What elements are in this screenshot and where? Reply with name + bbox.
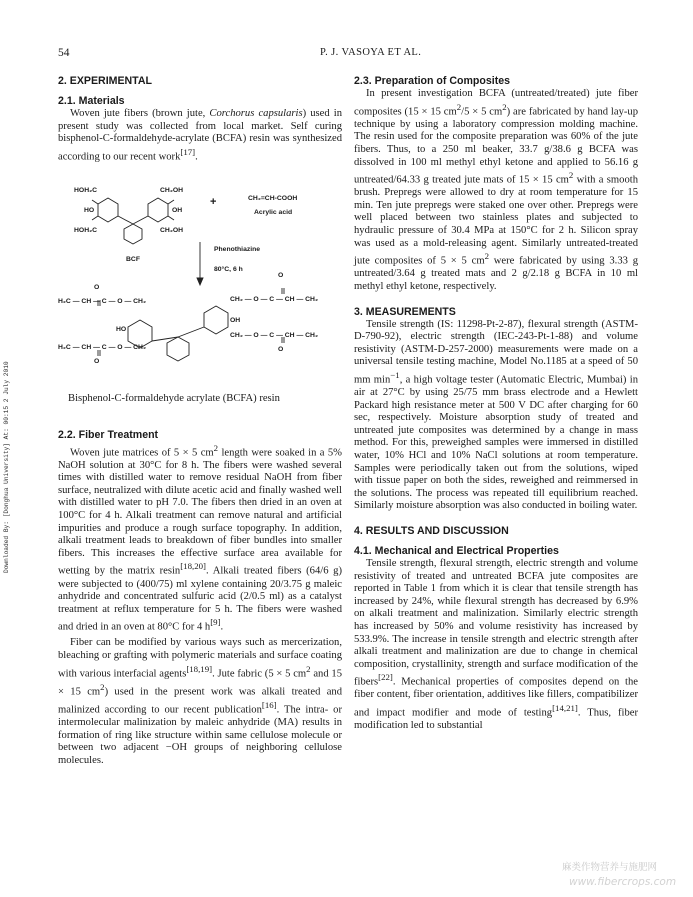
citation: [18,19] <box>186 663 213 674</box>
product-right-top-chain: CH₂ — O — C — CH — CH₂ <box>230 295 318 303</box>
preparation-paragraph: In present investigation BCFA (untreated/treated) jute fiber composites (15 × 15 $cm^2/5 \times 5$ $cm^2$) are fabricated by hand lay-up technique by using a laboratory compression molding machine. The resin used for the composite preparation was 60% of the jute fibers. Thus, to a 250 ml beaker, 33.7 g/38.6 g BCFA was dissolved in 100 ml methyl ethyl ketone and applied to 56.16 g untreated/64.33 g treated jute mats of 15 × 15 $cm^2$ with a smooth brush. Prepregs were allowed to dry at room temperature for 15 min. Ten jute prepregs were staked one over other. Prepregs were well placed between two stainless plates and subjected to hydraulic pressure of 30.4 MPa at 150°C for 2 h. Silicon spray was used as a mold-releasing agent. Similarly untreated-treated jute composites of 5 × 5 $cm^2$ were fabricated by using 3.33 g untreated/3.64 g treated mats and 2 g/2.18 g BCFA in 10 ml methyl ethyl ketone, respectively. <box>354 88 638 292</box>
product-right-bottom-chain: CH₂ — O — C — CH — CH₂ <box>230 331 318 339</box>
measurements-paragraph: Tensile strength (IS: 11298-Pt-2-87), flexural strength (ASTM-D-790-92), electric strength (IEC-243-Pt-1-88) and volume resistivity (ASTM-D-257-2000) measurements were made on a universal tensile testing machine, Model No.1185 at a speed of 50 mm $\min^{-1}$, a high voltage tester (Automatic Electric, Mumbai) in air at 27°C by using 25/75 mm brass electrode and a Hewlett Packard high resistance meter at 500 V DC after charging for 60 sec, respectively. Moisture absorption study of treated and untreated jute composites was determined by a change in mass method. For this, preweighed samples were immersed in distilled water, 10% HCl and 10% NaCl solutions at room temperature. Samples were periodically taken out from the solutions, wiped with tissue paper on both the sides, reweighed and reimmersed in the solutions. The process was repeated till equilibrium reached. Similarly moisture absorption was also conducted in boiling water. <box>354 318 638 512</box>
reaction-scheme-drawing <box>58 172 342 390</box>
materials-heading: 2.1. Materials <box>58 95 125 107</box>
preparation-heading: 2.3. Preparation of Composites <box>354 75 510 87</box>
watermark-url: www.fibercrops.com <box>569 876 677 888</box>
fiber-paragraph-2: Fiber can be modified by various ways such as mercerization, bleaching or grafting with polymeric materials and surface coating with various interfacial agents[18,19]. Jute fabric (5 × 5 $cm^2$ and 15 × 15 $cm^2$) used in the present work was alkali treated and malinized according to our recent publication[16]. The intra- or intermolecular malinization by maleic anhydride (MA) results in formation of ring like structure within same cellulose molecule or between two adjacent −OH groups of neighboring cellulose molecules. <box>58 637 343 766</box>
reaction-scheme <box>58 172 342 390</box>
watermark-cn: 麻类作物营养与施肥网 <box>562 862 658 873</box>
fiber-paragraph-1: Woven jute matrices of 5 × 5 $cm^2$ length were soaked in a 5% NaOH solution at 30°C for 8 h. The fibers were washed several times with distilled water to remove residual NaOH from fiber surface, neutralized with dilute acetic acid and finally washed well with distilled water to pH 7.0. The fibers then dried in an oven at 100°C for 4 h. Alkali treatment can remove natural and artificial impurities and produce a rough surface topography. In addition, alkali treatment leads to breakdown of fiber bundles into smaller fibers. This increases the effective surface area available for wetting by the matrix resin[18,20]. Alkali treated fibers (64/6 g) were subjected to (400/75) ml xylene containing 20/3.75 g maleic anhydride and concentrated sulfuric acid (2/0.5 ml) as a catalyst treatment at reflux temperature for 5 h. The fibers were washed and dried in an oven at 80°C for 4 h[9]. <box>58 442 342 633</box>
species-name: Corchorus capsularis <box>209 108 303 119</box>
citation: [14,21] <box>552 703 578 713</box>
download-note: Downloaded By: [Donghua University] At: 00:15 2 July 2010 <box>3 361 10 573</box>
download-sidebar <box>0 323 12 573</box>
measurements-heading: 3. MEASUREMENTS <box>354 305 456 318</box>
catalyst-label: Phenothiazine <box>214 245 261 253</box>
product-oh-label: OH <box>230 316 241 324</box>
acrylic-acid-label: Acrylic acid <box>254 208 293 216</box>
oh-label: OH <box>172 206 183 214</box>
product-ho-label: HO <box>116 325 127 333</box>
citation: [18,20] <box>180 561 206 572</box>
scheme-caption: Bisphenol-C-formaldehyde acrylate (BCFA) resin <box>68 392 280 404</box>
acrylic-acid-formula: CH₂=CH-COOH <box>248 194 298 202</box>
product-left-top-chain: H₂C — CH — C — O — CH₂ <box>58 297 146 305</box>
page-number: 54 <box>58 47 70 59</box>
right-column <box>354 75 638 733</box>
product-left-bottom-chain: H₂C — CH — C — O — CH₂ <box>58 343 146 351</box>
bcf-label: BCF <box>126 255 140 263</box>
citation: [22] <box>378 672 393 683</box>
mechanical-heading: 4.1. Mechanical and Electrical Properties <box>354 544 559 557</box>
o-label: O <box>94 357 100 365</box>
hoh2c-label-2: HOH₂C <box>74 226 98 234</box>
ch2oh-label-2: CH₂OH <box>160 226 184 234</box>
o-label: O <box>278 271 284 279</box>
experimental-heading: 2. EXPERIMENTAL <box>58 75 152 87</box>
o-label: O <box>278 345 284 353</box>
ho-label: HO <box>84 206 95 214</box>
o-label: O <box>94 283 100 291</box>
fiber-treatment-heading: 2.2. Fiber Treatment <box>58 428 159 441</box>
hoh2c-label: HOH₂C <box>74 186 98 194</box>
citation: [9] <box>210 617 221 628</box>
left-column <box>58 75 342 767</box>
plus-sign: + <box>210 195 217 208</box>
ch2oh-label: CH₂OH <box>160 186 184 194</box>
running-head: P. J. VASOYA ET AL. <box>320 47 422 58</box>
citation: [16] <box>261 699 277 710</box>
citation: [17] <box>180 146 196 157</box>
materials-paragraph: Woven jute fibers (brown jute, Corchorus capsularis) used in present study was collected from local market. Self curing bisphenol-C-formaldehyde-acrylate (BCFA) resin was synthesized according to our recent work[17]. <box>58 108 343 163</box>
conditions-label: 80°C, 6 h <box>214 265 243 273</box>
results-heading: 4. RESULTS AND DISCUSSION <box>354 524 509 537</box>
mechanical-paragraph: Tensile strength, flexural strength, electric strength and volume resistivity of treated and untreated BCFA jute composites are reported in Table 1 from which it is clear that tensile strength has increased by 24%, while flexural strength has decreased by 6.9% on alkali treatment and malinization. Similarly electric strength has increased by 50% and volume resistivity has increased by 533.9%. The increase in tensile strength and electric strength after alkali treatment and malinization are due to change in chemical composition, crystallinity, strength and surface modification of the fibers[22]. Mechanical properties of composites depend on the fiber content, fiber orientation, additives like fillers, compatibilizer and impact modifier and mode of testing[14,21]. Thus, fiber modification led to substantial <box>354 557 638 732</box>
